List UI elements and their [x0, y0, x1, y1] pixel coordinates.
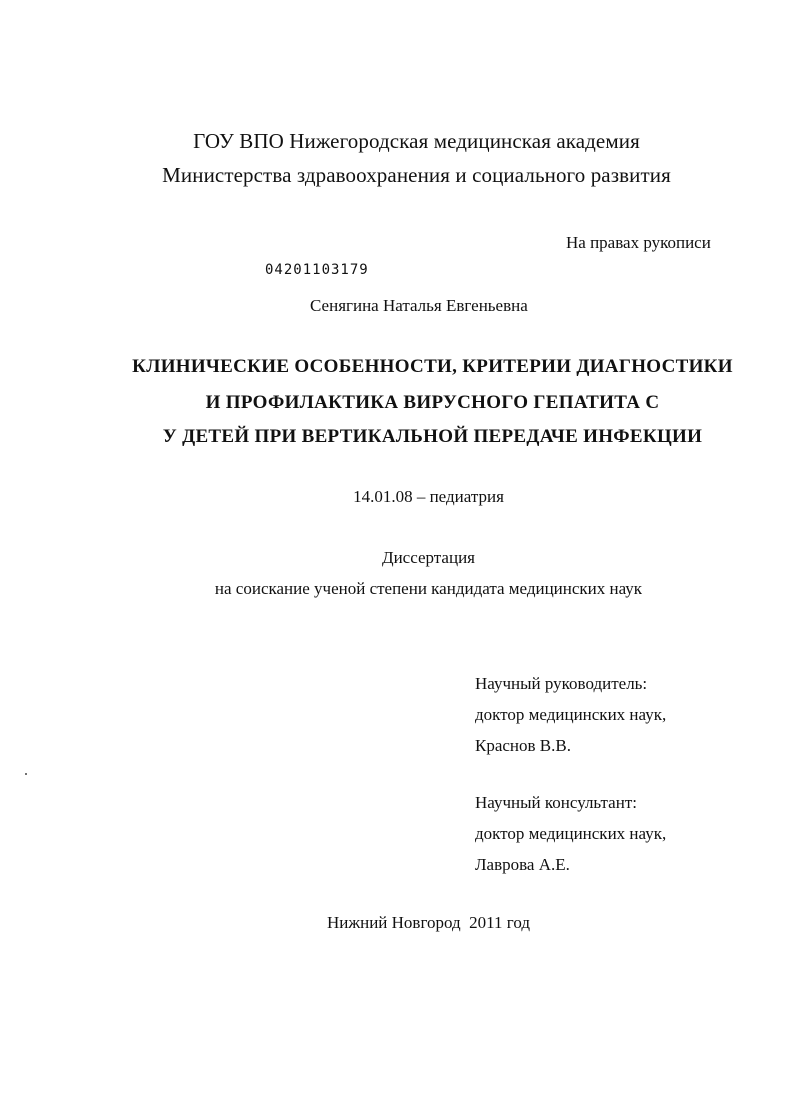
supervisor-degree: доктор медицинских наук, — [475, 705, 667, 724]
registration-code: 04201103179 — [265, 262, 369, 278]
consultant-role: Научный консультант: — [475, 793, 637, 812]
supervisor-name: Краснов В.В. — [475, 736, 571, 755]
dissertation-title-line-1: КЛИНИЧЕСКИЕ ОСОБЕННОСТИ, КРИТЕРИИ ДИАГНОСТИКИ — [132, 356, 733, 377]
work-type: Диссертация — [381, 548, 475, 567]
specialty-code: 14.01.08 – педиатрия — [353, 487, 504, 506]
consultant-block — [475, 787, 666, 880]
consultant-name: Лаврова А.Е. — [475, 855, 570, 874]
consultant-degree: доктор медицинских наук, — [475, 824, 667, 843]
supervisor-role: Научный руководитель: — [475, 674, 648, 693]
dissertation-title-line-2: И ПРОФИЛАКТИКА ВИРУСНОГО ГЕПАТИТА С — [205, 392, 660, 413]
institution-line-1: ГОУ ВПО Нижегородская медицинская академия — [193, 129, 640, 153]
degree-statement: на соискание ученой степени кандидата медицинских наук — [214, 579, 643, 598]
place-and-year: Нижний Новгород 2011 год — [326, 913, 530, 932]
dissertation-title-line-3: У ДЕТЕЙ ПРИ ВЕРТИКАЛЬНОЙ ПЕРЕДАЧЕ ИНФЕКЦИИ — [162, 426, 703, 447]
rights-note: На правах рукописи — [566, 233, 711, 252]
institution-line-2: Министерства здравоохранения и социального развития — [162, 163, 671, 187]
scan-speck — [25, 773, 27, 775]
supervisor-block — [475, 668, 666, 761]
author-name: Сенягина Наталья Евгеньевна — [310, 296, 528, 315]
